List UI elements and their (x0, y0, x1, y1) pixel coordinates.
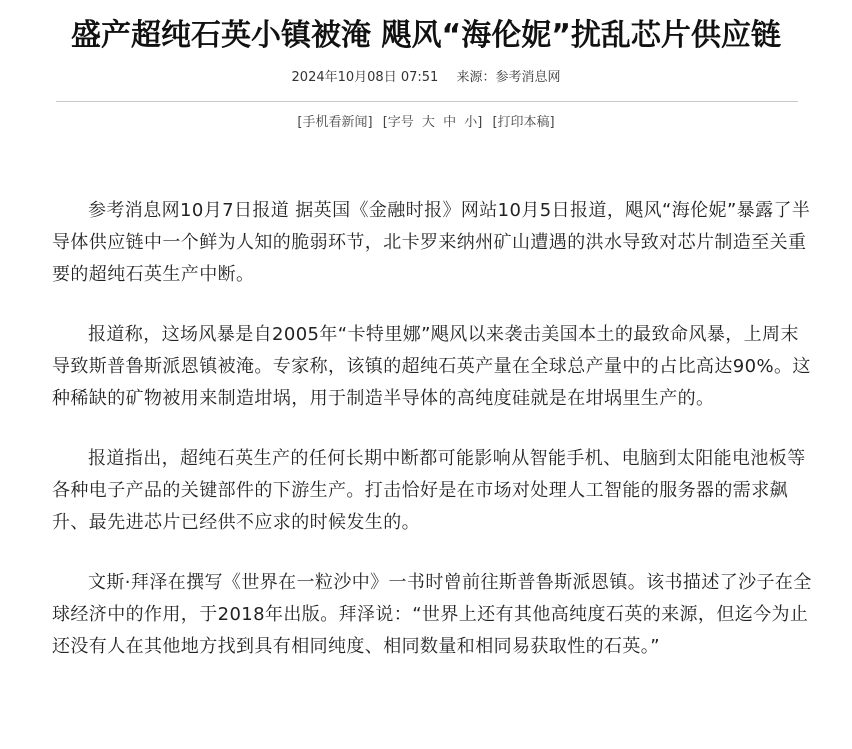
font-size-control (383, 113, 483, 133)
article-paragraph: 报道称，这场风暴是自2005年“卡特里娜”飓风以来袭击美国本土的最致命风暴，上周末导致斯普鲁斯派恩镇被淹。专家称，该镇的超纯石英产量在全球总产量中的占比高达90%。这种稀缺的矿物被用来制造坩埚，用于制造半导体的高纯度硅就是在坩埚里生产的。 (52, 324, 811, 409)
article-meta (0, 68, 852, 88)
publish-date: 2024年10月08日 07:51 (291, 70, 439, 85)
source-label: 来源： (456, 70, 496, 85)
font-size-label: [字号 (382, 115, 414, 130)
header-divider (56, 101, 798, 102)
article-tools (0, 113, 852, 133)
article-paragraph: 参考消息网10月7日报道 据英国《金融时报》网站10月5日报道，飓风“海伦妮”暴露了半导体供应链中一个鲜为人知的脆弱环节，北卡罗来纳州矿山遭遇的洪水导致对芯片制造至关重要的超纯石英生产中断。 (52, 200, 811, 285)
print-link[interactable]: [打印本稿] (492, 115, 555, 130)
article-title: 盛产超纯石英小镇被淹 飓风“海伦妮”扰乱芯片供应链 (71, 18, 781, 53)
article-paragraph: 文斯·拜泽在撰写《世界在一粒沙中》一书时曾前往斯普鲁斯派恩镇。该书描述了沙子在全球经济中的作用，于2018年出版。拜泽说：“世界上还有其他高纯度石英的来源，但迄今为止还没有人在其他地方找到具有相同纯度、相同数量和相同易获取性的石英。” (52, 572, 812, 657)
font-size-small-link[interactable]: 小] (464, 115, 483, 130)
font-size-large-link[interactable]: 大 (421, 115, 435, 130)
mobile-view-link[interactable]: [手机看新闻] (297, 115, 373, 130)
article-paragraph: 报道指出，超纯石英生产的任何长期中断都可能影响从智能手机、电脑到太阳能电池板等各种电子产品的关键部件的下游生产。打击恰好是在市场对处理人工智能的服务器的需求飙升、最先进芯片已经供不应求的时候发生的。 (52, 448, 806, 533)
font-size-medium-link[interactable]: 中 (443, 115, 457, 130)
source-name: 参考消息网 (495, 70, 561, 85)
article-body (52, 195, 812, 691)
